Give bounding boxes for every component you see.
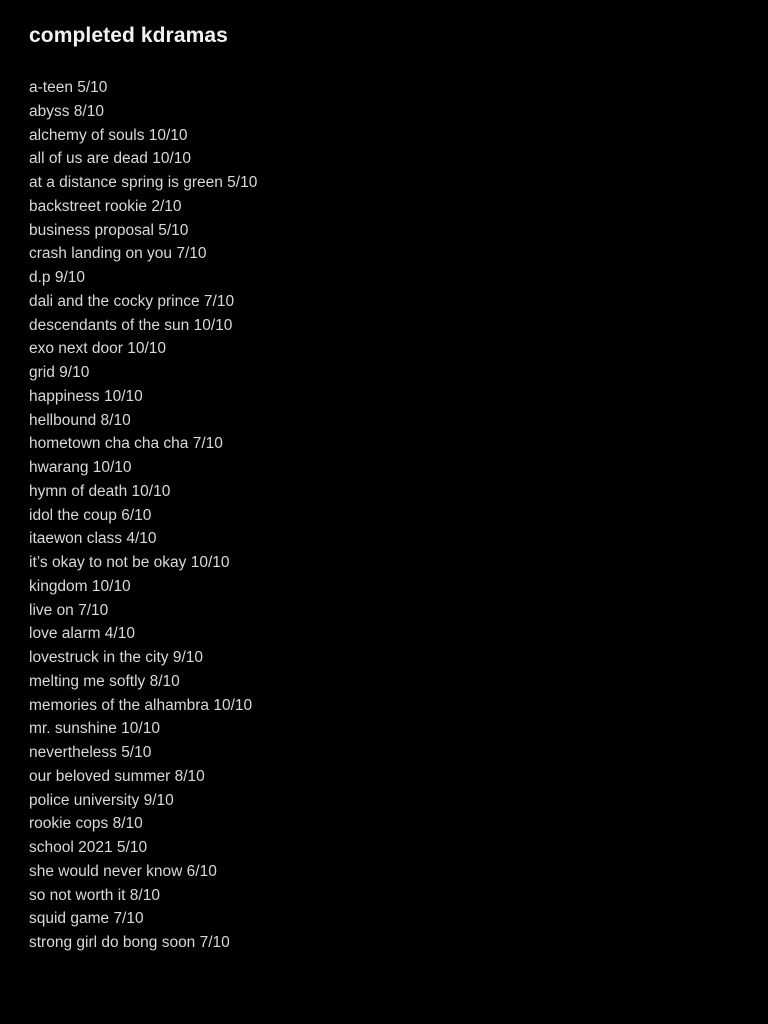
list-item[interactable]: dali and the cocky prince 7/10: [29, 292, 235, 310]
list-item[interactable]: idol the coup 6/10: [29, 506, 152, 524]
list-item[interactable]: hwarang 10/10: [29, 459, 132, 476]
list-item[interactable]: itaewon class 4/10: [29, 530, 157, 548]
list-item[interactable]: kingdom 10/10: [29, 577, 131, 595]
list-item[interactable]: hometown cha cha cha 7/10: [29, 435, 223, 453]
list-item[interactable]: school 2021 5/10: [29, 839, 148, 856]
list-item[interactable]: love alarm 4/10: [29, 625, 135, 643]
list-item[interactable]: nevertheless 5/10: [29, 744, 152, 761]
list-item[interactable]: it’s okay to not be okay 10/10: [29, 554, 230, 571]
note-body[interactable]: [29, 22, 748, 951]
list-item[interactable]: squid game 7/10: [29, 910, 144, 928]
note-title[interactable]: completed kdramas: [29, 24, 228, 47]
list-item[interactable]: all of us are dead 10/10: [29, 150, 192, 168]
list-item[interactable]: hymn of death 10/10: [29, 482, 171, 500]
kdrama-list: [29, 76, 257, 955]
list-item[interactable]: grid 9/10: [29, 364, 90, 381]
list-item[interactable]: memories of the alhambra 10/10: [29, 696, 253, 714]
list-item[interactable]: so not worth it 8/10: [29, 886, 160, 904]
list-item[interactable]: police university 9/10: [29, 791, 174, 809]
list-item[interactable]: descendants of the sun 10/10: [29, 316, 233, 334]
list-item[interactable]: hellbound 8/10: [29, 411, 131, 429]
list-item[interactable]: abyss 8/10: [29, 102, 104, 120]
list-item[interactable]: backstreet rookie 2/10: [29, 197, 182, 215]
list-item[interactable]: crash landing on you 7/10: [29, 245, 207, 263]
list-item[interactable]: our beloved summer 8/10: [29, 767, 205, 785]
list-item[interactable]: rookie cops 8/10: [29, 815, 143, 833]
list-item[interactable]: happiness 10/10: [29, 387, 143, 405]
list-item[interactable]: she would never know 6/10: [29, 862, 217, 880]
list-item[interactable]: d.p 9/10: [29, 269, 86, 286]
list-item[interactable]: live on 7/10: [29, 601, 109, 619]
list-item[interactable]: at a distance spring is green 5/10: [29, 174, 258, 191]
list-item[interactable]: strong girl do bong soon 7/10: [29, 934, 230, 951]
list-item[interactable]: alchemy of souls 10/10: [29, 126, 188, 144]
list-item[interactable]: exo next door 10/10: [29, 340, 167, 358]
list-item[interactable]: a-teen 5/10: [29, 79, 108, 96]
list-item[interactable]: mr. sunshine 10/10: [29, 720, 160, 738]
list-item[interactable]: lovestruck in the city 9/10: [29, 649, 204, 666]
list-item[interactable]: melting me softly 8/10: [29, 672, 180, 690]
list-item[interactable]: business proposal 5/10: [29, 221, 189, 239]
